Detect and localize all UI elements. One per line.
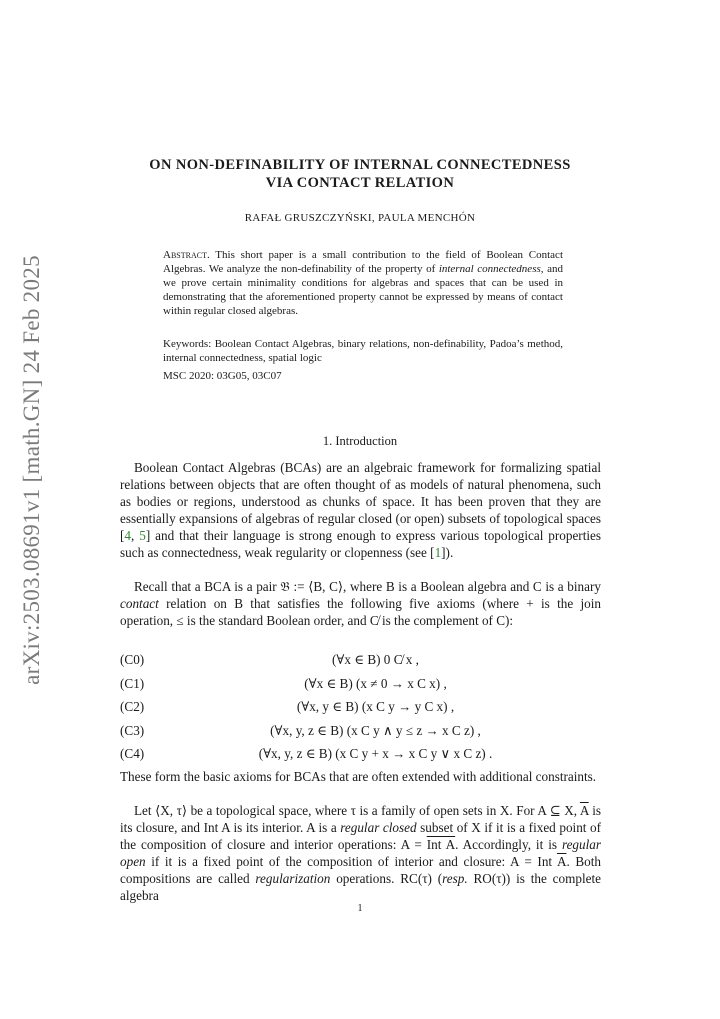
citation-1[interactable]: 1: [434, 545, 442, 561]
p1-sep: ,: [131, 528, 140, 544]
p1-text-a: Boolean Contact Algebras (BCAs) are an algebraic framework for formalizing spatial relations between objects that are often thought of as models of natural phenomena, such as bodies or regions, understood as chunks of space. It has been proven that they are essentially expansions of algebras of regular closed (or open) subsets of topological spaces [: [120, 460, 601, 544]
p4-emphasis: regular open: [120, 837, 602, 870]
citation-4[interactable]: 4: [124, 528, 131, 544]
p1-text-b: ] and that their language is strong enough to express various topological properties such as connectedness, weak regularity or clopenness (see [: [120, 528, 602, 561]
axiom-row: [120, 699, 601, 723]
paper-title-line-1: ON NON-DEFINABILITY OF INTERNAL CONNECTEDNESS: [149, 157, 571, 173]
page-number: 1: [357, 903, 363, 914]
intro-paragraph-1: [120, 459, 601, 562]
closure-symbol: Int A: [426, 837, 456, 853]
axiom-formula: (∀x, y, z ∈ B) (x C y + x → x C y ∨ x C z) .: [258, 746, 493, 761]
p2-text-b: relation on B that satisfies the following five axioms (where + is the join operation, ≤ is the standard Boolean order, and C̸ is the complement of C):: [120, 596, 601, 629]
authors: RAFAŁ GRUSZCZYŃSKI, PAULA MENCHÓN: [244, 212, 476, 224]
keywords: Keywords: Boolean Contact Algebras, binary relations, non-definability, Padoa’s method, internal connectedness, spatial logic: [163, 338, 563, 364]
p4-text: . Both compositions are called: [120, 854, 601, 887]
axiom-row: [120, 652, 601, 676]
abstract-emphasis: internal connectedness: [438, 262, 541, 275]
axiom-formula: (∀x ∈ B) (x ≠ 0 → x C x) ,: [304, 675, 447, 691]
axiom-list: [120, 652, 601, 770]
abstract-heading: Abstract.: [163, 249, 210, 261]
paper-title-line-2: VIA CONTACT RELATION: [265, 175, 455, 191]
abstract: [163, 249, 563, 319]
axiom-label: (C4): [120, 746, 145, 761]
axiom-label: (C3): [120, 722, 145, 738]
p4-text: RO(τ)) is the complete algebra: [120, 871, 601, 904]
p4-text: Let ⟨X, τ⟩ be a topological space, where τ is a family of open sets in X. For A ⊆ X,: [134, 803, 580, 818]
p4-emphasis: resp.: [442, 871, 468, 887]
axiom-formula: (∀x, y ∈ B) (x C y → y C x) ,: [296, 699, 455, 714]
axiom-label: (C1): [120, 675, 145, 691]
msc-classification: MSC 2020: 03G05, 03C07: [163, 370, 282, 382]
axiom-row: [120, 723, 601, 747]
citation-5[interactable]: 5: [139, 528, 146, 544]
axiom-formula: (∀x, y, z ∈ B) (x C y ∧ y ≤ z → x C z) ,: [270, 722, 481, 738]
p2-text-a: Recall that a BCA is a pair 𝔅 := ⟨B, C⟩, where B is a Boolean algebra and C is a binary: [134, 579, 601, 594]
p4-text: operations. RC(τ) (: [330, 871, 443, 887]
p4-text: subset of X if it is a fixed point of the composition of closure and interior operations: A =: [120, 820, 602, 853]
section-heading-introduction: 1. Introduction: [322, 434, 398, 448]
axiom-label: (C0): [120, 652, 145, 667]
p1-text-c: ]).: [441, 545, 454, 561]
abstract-text-2: , and we prove certain minimality conditions for algebras and spaces that can be used in demonstrating that the aforementioned property cannot be expressed by means of contact within regular closed algebras.: [163, 262, 563, 317]
intro-paragraph-4: [120, 802, 601, 905]
p4-text: is its closure, and Int A is its interior. A is a: [120, 803, 601, 836]
p4-text: if it is a fixed point of the composition of interior and closure: A = Int: [145, 854, 557, 870]
axiom-label: (C2): [120, 699, 145, 714]
p4-emphasis: regular closed: [340, 820, 417, 836]
arxiv-identifier-stamp: [12, 255, 52, 685]
p2-emphasis: contact: [120, 596, 159, 612]
intro-paragraph-3: These form the basic axioms for BCAs that are often extended with additional constraints.: [120, 769, 597, 784]
intro-paragraph-2: [120, 578, 601, 629]
closure-symbol: $\overline{A}$: [556, 854, 567, 870]
p4-text: . Accordingly, it is: [455, 837, 562, 853]
axiom-formula: (∀x ∈ B) 0 C̸ x ,: [332, 652, 419, 667]
axiom-row: [120, 676, 601, 700]
p4-emphasis: regularization: [255, 871, 331, 887]
axiom-row: [120, 746, 601, 770]
abstract-text-1: This short paper is a small contribution to the field of Boolean Contact Algebras. We analyze the non-definability of the property of: [163, 249, 563, 275]
closure-symbol: $\overline{A}$: [579, 803, 589, 818]
arxiv-id-text: arXiv:2503.08691v1 [math.GN] 24 Feb 2025: [19, 255, 44, 685]
